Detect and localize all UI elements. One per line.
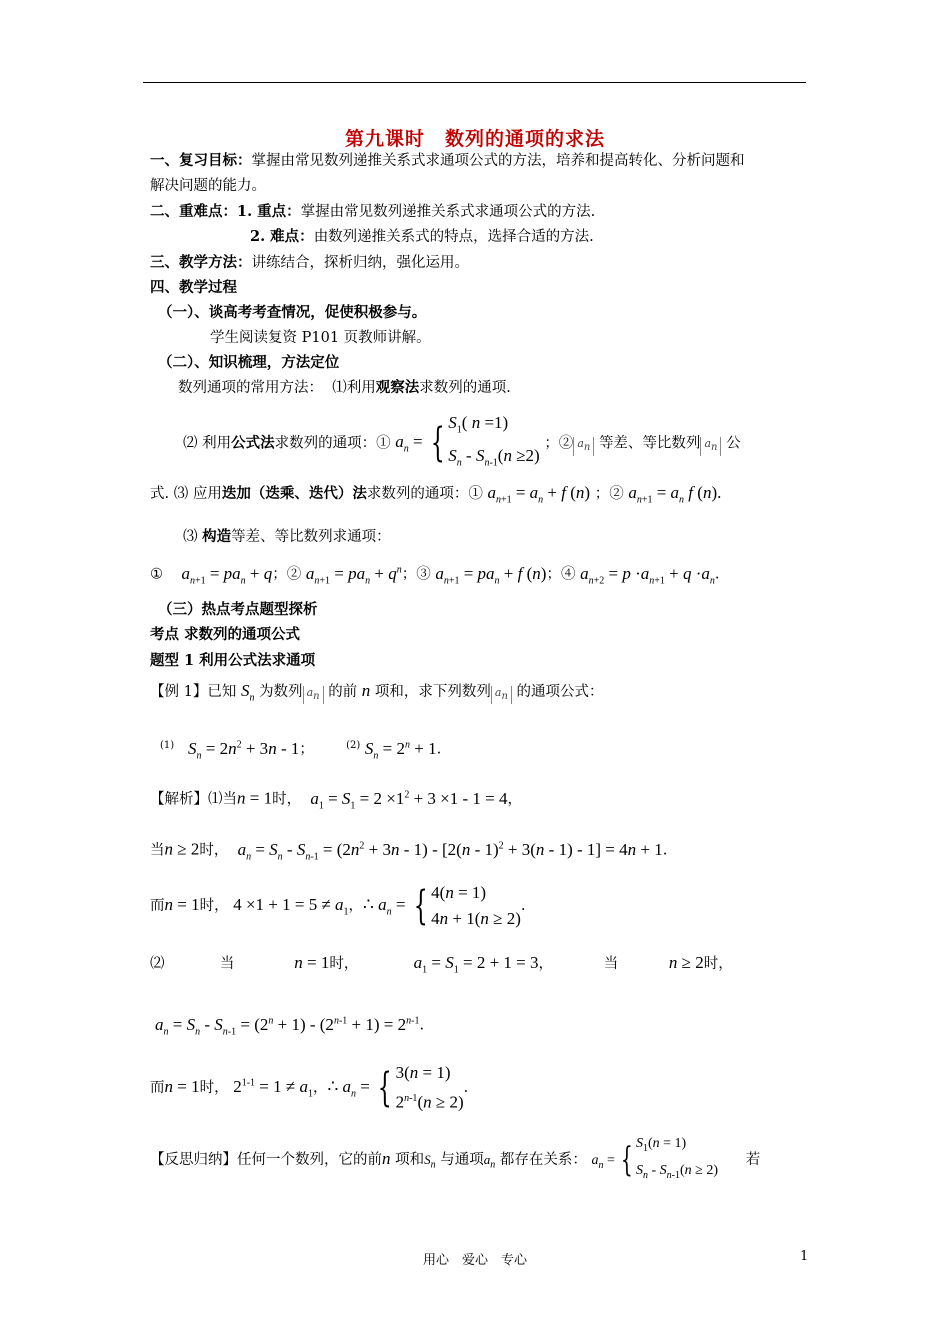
formula-method-line: ⑵ 利用公式法求数列的通项：① $a_n$ = { $S_1$( n =1) $S_n - S_{n-1}(n \ge 2)$ ；② $a_n$ 等差、等比数列 $a_n$ 公 [183, 413, 741, 469]
key-point-line: 二、重难点：1. 重点：掌握由常见数列递推关系式求通项公式的方法. [150, 203, 596, 220]
topic-heading: 考点 求数列的通项公式 [150, 626, 301, 643]
solution-line-1: 【解析】⑴当n = 1时， $a_1 = S_1 = 2 \times 1^2 + 3 \times 1 - 1 = 4$， [150, 788, 523, 812]
header-rule [143, 82, 806, 83]
difficult-point-line: 2. 难点：由数列递推关系式的特点，选择合适的方法. [250, 228, 594, 245]
reflection-line: 【反思归纳】任何一个数列，它的前n 项和$S_n$ 与通项$a_n$ 都存在关系： $a_n$ = { $S_1(n = 1)$ $S_n - S_{n-1}(n \ge 2)$ 若 [150, 1136, 761, 1181]
method-line: 三、教学方法：讲练结合，探析归纳，强化运用。 [150, 254, 469, 271]
page-footer: 用心 爱心 专心 [422, 1253, 527, 1268]
process-heading: 四、教学过程 [150, 279, 237, 296]
method-intro-line: 数列通项的常用方法： ⑴利用观察法求数列的通项. [178, 379, 511, 396]
part1-text: 学生阅读复资 P101 页教师讲解。 [210, 330, 431, 346]
review-goal-line: 一、复习目标：掌握由常见数列递推关系式求通项公式的方法，培养和提高转化、分析问题和 [150, 152, 745, 169]
review-goal-line-2: 解决问题的能力。 [150, 178, 266, 194]
solution-part2-line-2: $a_n = S_n - S_{n-1} = (2^n + 1) - (2^{n-1} + 1) = 2^{n-1}$. [155, 1014, 425, 1038]
construct-formulas-line: ① $a_{n+1} = pa_n + q$；② $a_{n+1} = pa_n + q^n$；③ $a_{n+1} = pa_n + f$ (n)；④ $a_{n+2} = p \cdot a_{n+1} + q \cdot a_n$. [150, 563, 720, 587]
example-1-line: 【例 1】已知 $S_n$ 为数列 $a_n$ 的前 n 项和，求下列数列 $a_n$ 的通项公式： [150, 681, 604, 704]
part1-heading: （一）、谈高考考查情况，促使积极参与。 [158, 304, 427, 321]
iteration-method-line: 式. ⑶ 应用迭加（迭乘、迭代）法求数列的通项：① $a_{n+1} = a_n + f$ (n) ；② $a_{n+1} = a_n$ f (n). [150, 483, 722, 506]
solution-line-2: 当n ≥ 2时， $a_n = S_n - S_{n-1} = (2n^2 + 3n - 1) - [2(n - 1)^2 + 3(n - 1) - 1] = 4n + 1$. [150, 839, 668, 863]
part2-heading: （二）、知识梳理，方法定位 [158, 354, 340, 371]
part3-heading: （三）热点考点题型探析 [158, 601, 318, 618]
problem-type-heading: 题型 1 利用公式法求通项 [150, 652, 316, 669]
solution-part2-line-3: 而n = 1时， $2^{1-1} = 1 \ne a_1$，∴ $a_n$ = { 3(n = 1) $2^{n-1}(n \ge 2)$. [150, 1063, 469, 1112]
example-1-parts: $^{(1)}$ $S_n = 2n^2 + 3n - 1$； $^{(2)}$ $S_n = 2^n + 1$. [160, 738, 442, 762]
solution-part2-line-1: ⑵ 当 n = 1时， $a_1 = S_1 = 2 + 1 = 3$， 当 n ≥ 2时， [150, 953, 733, 976]
solution-line-3: 而n = 1时， $4 \times 1 + 1 = 5 \ne a_1$，∴ $a_n$ = { 4(n = 1) 4n + 1(n ≥ 2). [150, 883, 526, 929]
construct-method-line: ⑶ 构造等差、等比数列求通项： [183, 528, 391, 545]
page-number: 1 [800, 1249, 809, 1264]
page-title: 第九课时 数列的通项的求法 [344, 128, 605, 150]
